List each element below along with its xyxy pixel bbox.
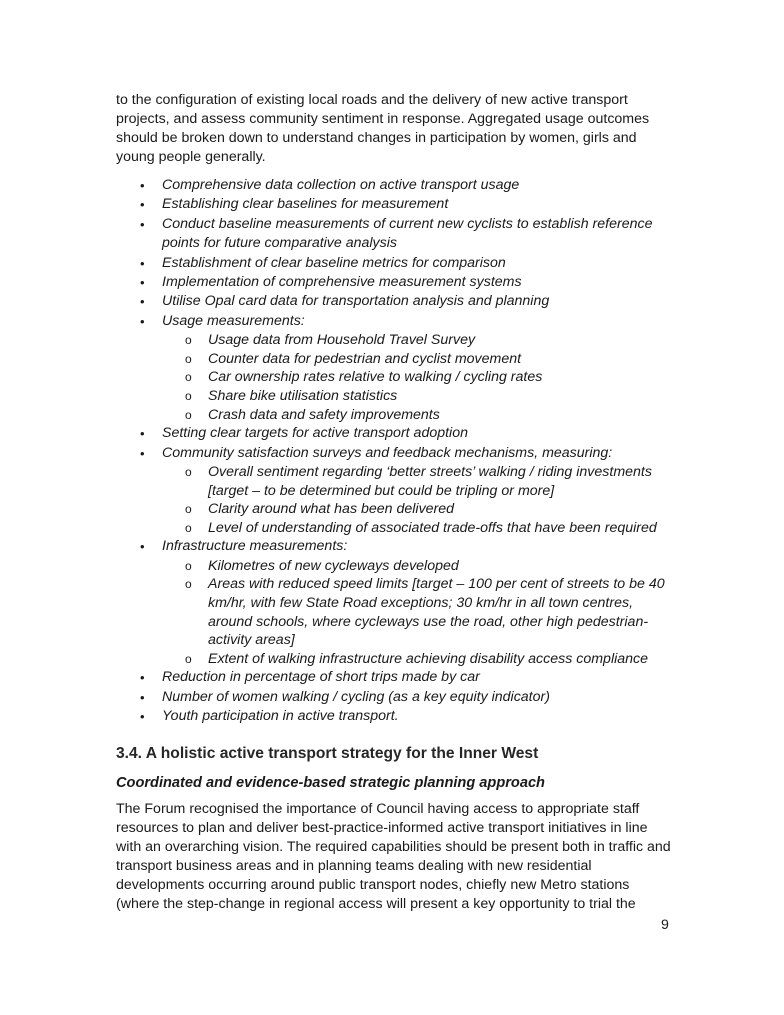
- circle-bullet-icon: o: [185, 577, 192, 592]
- sub-list-item-text: Level of understanding of associated trade-offs that have been required: [208, 519, 657, 536]
- circle-bullet-icon: o: [185, 558, 192, 573]
- page-number: 9: [661, 917, 669, 933]
- list-item-text: Establishing clear baselines for measurement: [162, 196, 449, 213]
- document-page: [116, 91, 676, 914]
- sub-list: [162, 557, 676, 669]
- list-item-text: Usage measurements:: [162, 312, 305, 329]
- list-item-text: Infrastructure measurements:: [162, 538, 348, 555]
- sub-list-item-text: Overall sentiment regarding ‘better streets’ walking / riding investments [target – to be determined but could be tripling or more]: [208, 464, 652, 499]
- list-item: [116, 215, 676, 254]
- list-item: [116, 688, 676, 707]
- list-item-text: Number of women walking / cycling (as a key equity indicator): [162, 688, 550, 705]
- list-item-text: Establishment of clear baseline metrics for comparison: [162, 254, 506, 271]
- circle-bullet-icon: o: [185, 333, 192, 348]
- list-item-text: Comprehensive data collection on active transport usage: [162, 177, 520, 193]
- sub-list-item: [162, 350, 676, 369]
- sub-list-item-text: Car ownership rates relative to walking / cycling rates: [208, 369, 543, 386]
- circle-bullet-icon: o: [185, 370, 192, 385]
- list-item-text: Community satisfaction surveys and feedback mechanisms, measuring:: [162, 444, 613, 461]
- sub-list-item-text: Extent of walking infrastructure achieving disability access compliance: [208, 650, 649, 667]
- circle-bullet-icon: o: [185, 651, 192, 666]
- section-heading: 3.4. A holistic active transport strategy for the Inner West: [116, 744, 539, 762]
- sub-list-item-text: Usage data from Household Travel Survey: [208, 332, 476, 349]
- sub-list-item: [162, 331, 676, 350]
- list-item: [116, 292, 676, 311]
- circle-bullet-icon: o: [185, 520, 192, 535]
- circle-bullet-icon: o: [185, 502, 192, 517]
- bullet-icon: •: [140, 689, 145, 705]
- list-item-text: Implementation of comprehensive measurement systems: [162, 274, 522, 291]
- sub-list-item-text: Share bike utilisation statistics: [208, 388, 398, 405]
- list-item: [116, 444, 676, 538]
- sub-list: [162, 463, 676, 537]
- sub-list-item: [162, 387, 676, 406]
- sub-list-item: [162, 650, 676, 669]
- circle-bullet-icon: o: [185, 465, 192, 480]
- bullet-icon: •: [140, 670, 145, 686]
- list-item: [116, 273, 676, 292]
- list-item-text: Youth participation in active transport.: [162, 708, 399, 725]
- sub-list-item-text: Crash data and safety improvements: [208, 406, 440, 423]
- bullet-icon: •: [140, 539, 145, 555]
- list-item: [116, 668, 676, 687]
- list-item: [116, 707, 676, 726]
- bullet-icon: •: [140, 709, 145, 725]
- bullet-icon: •: [140, 255, 145, 271]
- circle-bullet-icon: o: [185, 389, 192, 404]
- sub-list-item: [162, 406, 676, 425]
- list-item-text: Conduct baseline measurements of current new cyclists to establish reference points for future comparative analysis: [162, 215, 653, 252]
- bullet-icon: •: [140, 294, 145, 310]
- bullet-icon: •: [140, 445, 145, 461]
- sub-list-item-text: Clarity around what has been delivered: [208, 501, 455, 518]
- measurement-bullet-list: [116, 176, 676, 727]
- sub-list-item: [162, 575, 676, 649]
- sub-list-item: [162, 557, 676, 576]
- sub-list-item-text: Counter data for pedestrian and cyclist movement: [208, 350, 522, 367]
- list-item-text: Reduction in percentage of short trips made by car: [162, 669, 480, 686]
- sub-list-item-text: Kilometres of new cycleways developed: [208, 557, 459, 574]
- bullet-icon: •: [140, 216, 145, 232]
- bullet-icon: •: [140, 313, 145, 329]
- list-item-text: Setting clear targets for active transport adoption: [162, 425, 468, 442]
- sub-list: [162, 331, 676, 424]
- circle-bullet-icon: o: [185, 351, 192, 366]
- list-item: [116, 424, 676, 443]
- subheading: Coordinated and evidence-based strategic planning approach: [116, 774, 545, 791]
- sub-list-item: [162, 368, 676, 387]
- bullet-icon: •: [140, 426, 145, 442]
- bullet-icon: •: [140, 197, 145, 213]
- sub-list-item-text: Areas with reduced speed limits [target – 100 per cent of streets to be 40 km/hr, with few State Road exceptions; 30 km/hr in all town centres, around schools, where cycleways use the road, other high pedestrian-activity areas]: [208, 576, 665, 649]
- list-item: [116, 312, 676, 424]
- body-paragraph: The Forum recognised the importance of Council having access to appropriate staff resources to plan and deliver best-practice-informed active transport initiatives in line with an overarching vision. The required capabilities should be present both in traffic and transport business areas and in planning teams dealing with new residential developments occurring around public transport nodes, chiefly new Metro stations (where the step-change in regional access will present a key opportunity to trial the: [116, 800, 671, 912]
- sub-list-item: [162, 463, 676, 500]
- list-item: [116, 254, 676, 273]
- bullet-icon: •: [140, 275, 145, 291]
- list-item: [116, 537, 676, 668]
- bullet-icon: •: [140, 178, 145, 193]
- intro-paragraph: to the configuration of existing local roads and the delivery of new active transport projects, and assess community sentiment in response. Aggregated usage outcomes should be broken down to understand changes in participation by women, girls and young people generally.: [116, 92, 650, 165]
- list-item: [116, 176, 676, 195]
- list-item: [116, 195, 676, 214]
- list-item-text: Utilise Opal card data for transportation analysis and planning: [162, 293, 550, 310]
- circle-bullet-icon: o: [185, 407, 192, 422]
- sub-list-item: [162, 500, 676, 519]
- sub-list-item: [162, 519, 676, 538]
